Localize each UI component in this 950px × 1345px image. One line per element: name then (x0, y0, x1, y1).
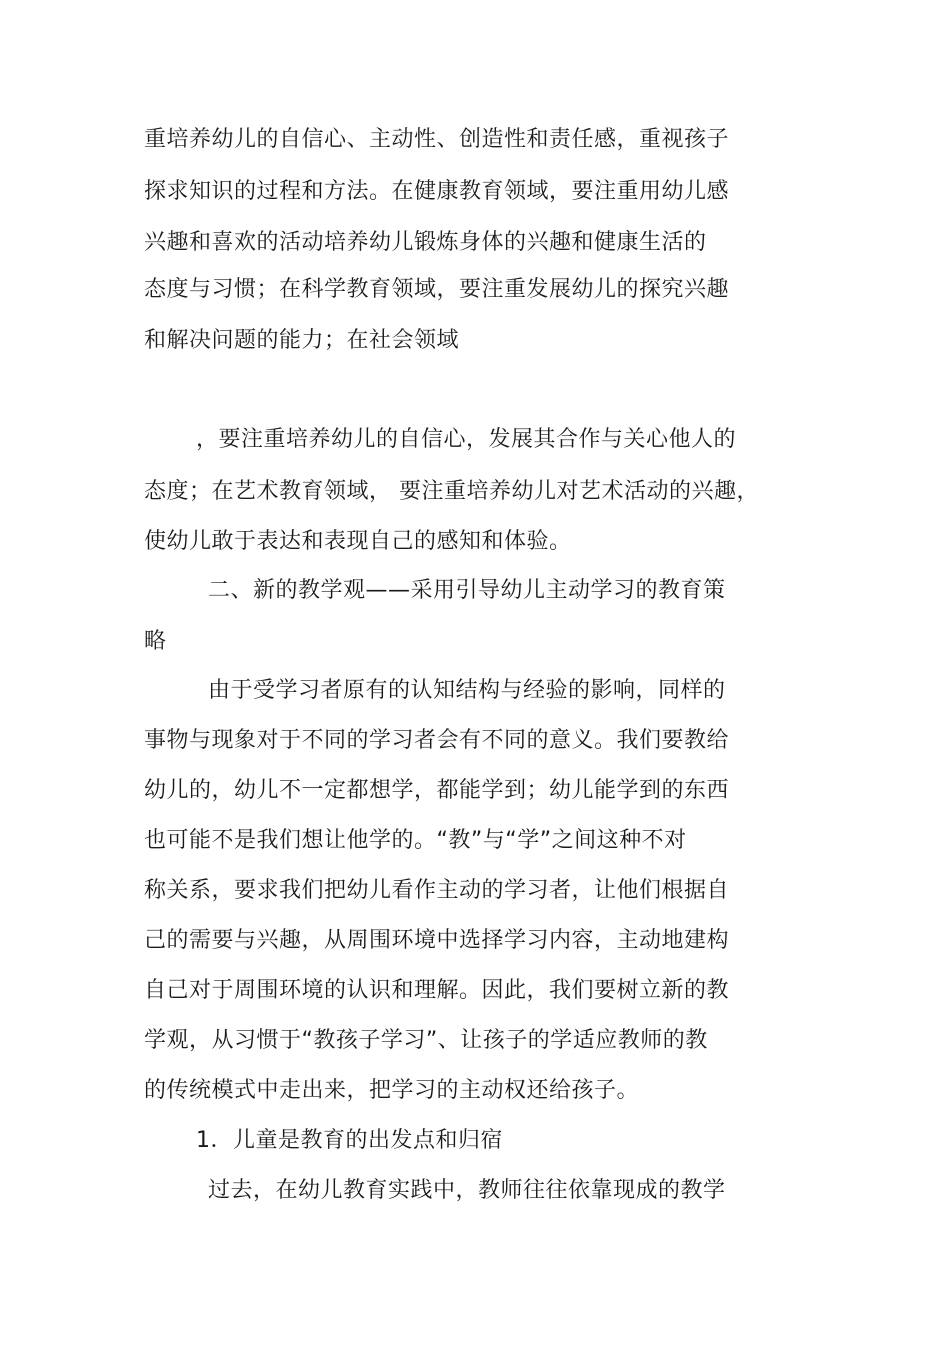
paragraph-line: 由于受学习者原有的认知结构与经验的影响，同样的 (208, 678, 726, 703)
paragraph-line: 幼儿的，幼儿不一定都想学，都能学到；幼儿能学到的东西 (144, 778, 730, 803)
paragraph-line: 事物与现象对于不同的学习者会有不同的意义。我们要教给 (144, 728, 730, 753)
paragraph-line: 己的需要与兴趣，从周围环境中选择学习内容，主动地建构 (144, 928, 730, 953)
paragraph-line: ，要注重培养幼儿的自信心，发展其合作与关心他人的 (196, 427, 737, 452)
paragraph-line: 态度；在艺术教育领域， 要注重培养幼儿对艺术活动的兴趣， (144, 479, 759, 504)
paragraph-line: 使幼儿敢于表达和表现自己的感知和体验。 (144, 529, 572, 554)
paragraph-line: 过去，在幼儿教育实践中，教师往往依靠现成的教学 (208, 1178, 726, 1203)
paragraph-line: 也可能不是我们想让他学的。“教”与“学”之间这种不对 (144, 828, 687, 853)
paragraph-line: 探求知识的过程和方法。在健康教育领域，要注重用幼儿感 (144, 179, 730, 204)
paragraph-line: 的传统模式中走出来，把学习的主动权还给孩子。 (144, 1078, 640, 1103)
paragraph-line: 重培养幼儿的自信心、主动性、创造性和责任感，重视孩子 (144, 127, 730, 152)
paragraph-line: 称关系，要求我们把幼儿看作主动的学习者，让他们根据自 (144, 878, 730, 903)
paragraph-line: 态度与习惯；在科学教育领域，要注重发展幼儿的探究兴趣 (144, 277, 730, 302)
paragraph-line: 学观，从习惯于“教孩子学习”、让孩子的学适应教师的教 (144, 1028, 708, 1053)
subsection-heading: 1．儿童是教育的出发点和归宿 (196, 1128, 503, 1153)
section-heading-continuation: 略 (144, 629, 167, 654)
paragraph-line: 兴趣和喜欢的活动培养幼儿锻炼身体的兴趣和健康生活的 (144, 230, 707, 255)
section-heading: 二、新的教学观——采用引导幼儿主动学习的教育策 (208, 578, 726, 603)
paragraph-line: 和解决问题的能力；在社会领域 (144, 328, 460, 353)
paragraph-line: 自己对于周围环境的认识和理解。因此，我们要树立新的教 (144, 978, 730, 1003)
